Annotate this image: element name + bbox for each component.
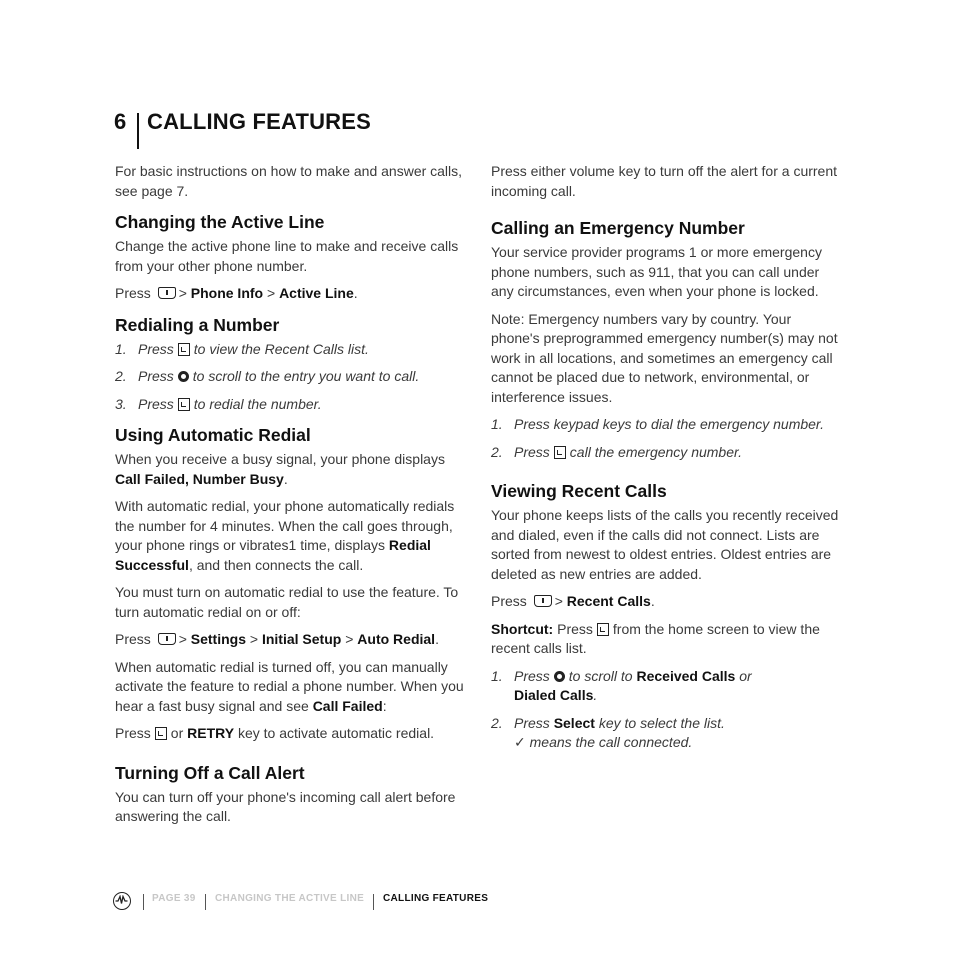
- heading-emergency: Calling an Emergency Number: [491, 218, 745, 238]
- footer-chapter: CALLING FEATURES: [383, 893, 489, 904]
- recent-calls-body: Your phone keeps lists of the calls you recently received and dialed, even if the calls did not connect. Lists are sorted from newest to oldest entries. Oldest entries are deleted as new entries are added.: [491, 507, 839, 582]
- heading-redial: Redialing a Number: [115, 314, 280, 335]
- redial-step: 3. Press to redial the number.: [115, 395, 322, 412]
- heading-active-line: Changing the Active Line: [115, 212, 325, 232]
- footer-divider: [143, 894, 144, 910]
- recent-calls-path: Press > Recent Calls.: [491, 593, 655, 609]
- footer-section: CHANGING THE ACTIVE LINE: [215, 893, 365, 904]
- send-key-icon: [554, 446, 566, 459]
- redial-step: 2. Press to scroll to the entry you want to call.: [115, 368, 420, 384]
- send-key-icon: [597, 623, 609, 636]
- emergency-step: 1. Press keypad keys to dial the emergency number.: [491, 416, 824, 432]
- press-label: Press: [115, 285, 151, 301]
- left-column: [115, 162, 465, 835]
- auto-redial-p4: When automatic redial is turned off, you can manually activate the feature to redial a phone number. When you hear a fast busy signal and see Call Failed:: [115, 658, 464, 714]
- intro-text: For basic instructions on how to make and answer calls, see page 7.: [115, 163, 463, 199]
- send-key-icon: [178, 343, 190, 356]
- menu-key-icon: [158, 633, 176, 645]
- recent-calls-step: 1. Press to scroll to Received Calls or Dialed Calls.: [491, 667, 752, 703]
- check-mark-note: ✓ means the call connected.: [514, 734, 693, 750]
- alert-continued: Press either volume key to turn off the alert for a current incoming call.: [491, 163, 838, 199]
- footer-divider: [205, 894, 206, 910]
- send-key-icon: [155, 727, 167, 740]
- auto-redial-p3: You must turn on automatic redial to use the feature. To turn automatic redial on or off:: [115, 584, 459, 620]
- recent-calls-step: 2. Press Select key to select the list. ✓ means the call connected.: [491, 714, 841, 753]
- auto-redial-p1: When you receive a busy signal, your phone displays Call Failed, Number Busy.: [115, 451, 445, 487]
- menu-path-phone-info: Phone Info: [190, 285, 264, 301]
- motorola-logo-icon: [113, 892, 131, 910]
- call-alert-body: You can turn off your phone's incoming call alert before answering the call.: [115, 788, 456, 824]
- footer-divider: [373, 894, 374, 910]
- auto-redial-p2: With automatic redial, your phone automatically redials the number for 4 minutes. When the call goes through, your phone rings or vibrates1 time, displays Redial Successful, and then connects the call.: [115, 498, 455, 573]
- chapter-title: CALLING FEATURES: [147, 109, 372, 134]
- heading-auto-redial: Using Automatic Redial: [115, 425, 311, 445]
- send-key-icon: [178, 398, 190, 411]
- menu-path-active-line: Active Line: [279, 285, 354, 301]
- heading-call-alert: Turning Off a Call Alert: [115, 762, 305, 783]
- active-line-body: Change the active phone line to make and receive calls from your other phone number.: [115, 238, 459, 274]
- emergency-step: 2. Press call the emergency number.: [491, 443, 743, 460]
- nav-key-icon: [554, 671, 565, 682]
- footer-page-number: PAGE 39: [152, 893, 196, 904]
- recent-calls-shortcut: Shortcut: Press from the home screen to view the recent calls list.: [491, 620, 820, 656]
- chapter-number: 6: [114, 109, 127, 134]
- menu-key-icon: [158, 287, 176, 299]
- emergency-p1: Your service provider programs 1 or more emergency phone numbers, such as 911, that you can call under any circumstances, even when your phone is locked.: [491, 244, 822, 299]
- emergency-note: Note: Emergency numbers vary by country. Your phone's preprogrammed emergency number(s) may not work in all locations, and sometimes an emergency call cannot be placed due to network, environmental, or interference issues.: [491, 310, 838, 405]
- auto-redial-path: Press > Settings > Initial Setup > Auto Redial.: [115, 631, 439, 647]
- auto-redial-p5: Press or RETRY key to activate automatic redial.: [115, 725, 435, 741]
- heading-recent-calls: Viewing Recent Calls: [491, 481, 667, 501]
- redial-step: 1. Press to view the Recent Calls list.: [115, 340, 369, 357]
- chapter-divider: [137, 113, 139, 149]
- menu-key-icon: [534, 595, 552, 607]
- active-line-path: Press > Phone Info > Active Line.: [115, 285, 358, 301]
- right-column: [491, 162, 841, 761]
- nav-key-icon: [178, 371, 189, 382]
